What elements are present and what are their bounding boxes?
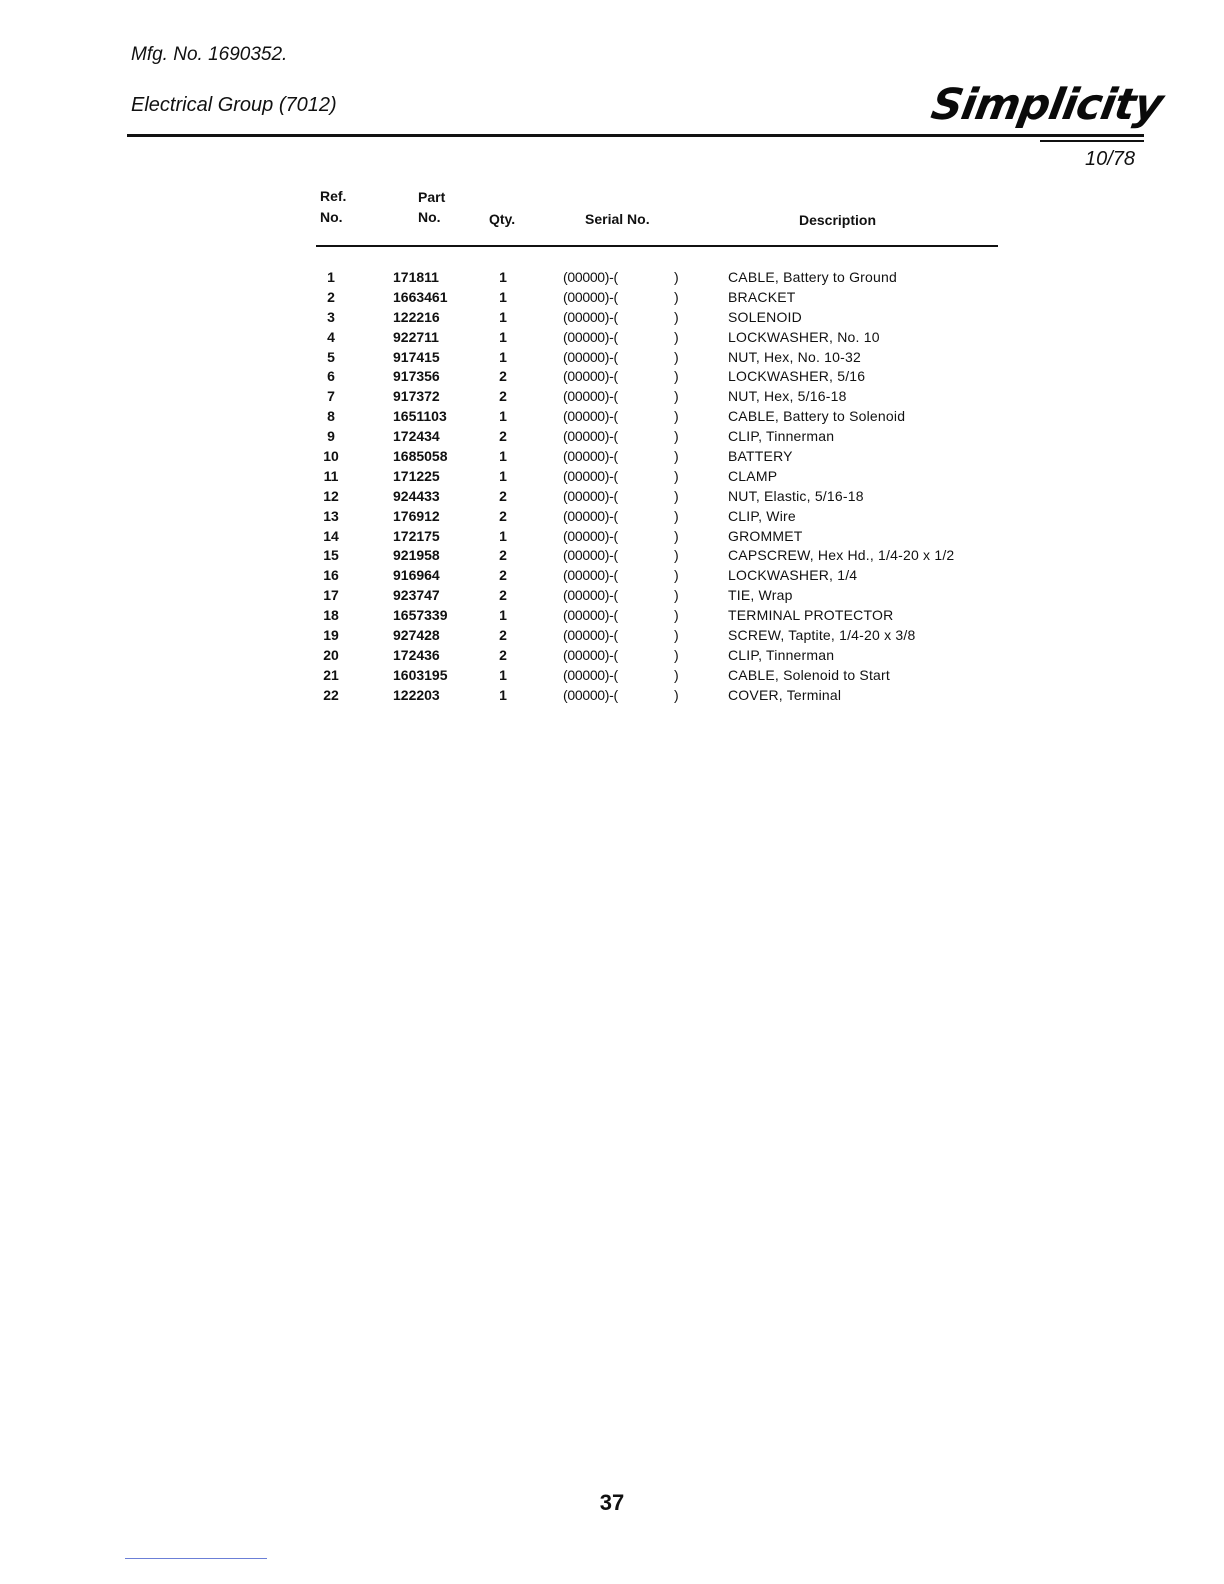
serial-number: (00000)-( xyxy=(563,368,618,385)
part-number: 1657339 xyxy=(393,607,448,624)
description: SOLENOID xyxy=(728,308,802,325)
description: LOCKWASHER, No. 10 xyxy=(728,328,880,345)
ref-number: 16 xyxy=(323,567,339,584)
part-number: 1663461 xyxy=(393,288,448,305)
header-rule xyxy=(127,134,1144,137)
part-number: 917356 xyxy=(393,368,440,385)
part-number: 171811 xyxy=(393,269,439,285)
quantity: 2 xyxy=(499,567,507,584)
serial-close: ) xyxy=(674,686,679,703)
ref-number: 17 xyxy=(323,587,339,604)
part-number: 172434 xyxy=(393,428,440,445)
column-header-ref-1: Ref. xyxy=(320,188,347,204)
description: CABLE, Solenoid to Start xyxy=(728,666,890,683)
column-header-qty: Qty. xyxy=(489,211,516,227)
table-row xyxy=(0,307,1224,327)
ref-number: 7 xyxy=(327,388,335,405)
footer-line xyxy=(125,1558,267,1559)
serial-close: ) xyxy=(674,408,679,425)
serial-close: ) xyxy=(674,567,679,584)
serial-number: (00000)-( xyxy=(563,646,618,663)
part-number: 1685058 xyxy=(393,448,448,465)
serial-close: ) xyxy=(674,627,679,644)
page-number: 37 xyxy=(599,1490,625,1515)
quantity: 2 xyxy=(499,428,507,445)
column-header-description: Description xyxy=(799,212,877,228)
serial-number: (00000)-( xyxy=(563,269,618,285)
serial-close: ) xyxy=(674,646,679,663)
ref-number: 21 xyxy=(323,666,339,683)
table-row xyxy=(0,585,1224,605)
serial-number: (00000)-( xyxy=(563,627,618,644)
column-header-part-2: No. xyxy=(418,209,441,225)
table-row xyxy=(0,426,1224,446)
description: NUT, Elastic, 5/16-18 xyxy=(728,487,864,504)
quantity: 1 xyxy=(499,527,507,544)
serial-number: (00000)-( xyxy=(563,686,618,703)
description: CABLE, Battery to Ground xyxy=(728,269,897,285)
brand-logo: Simplicity xyxy=(927,80,1167,130)
part-number: 172175 xyxy=(393,527,440,544)
ref-number: 3 xyxy=(327,308,335,325)
ref-number: 20 xyxy=(323,646,339,663)
serial-close: ) xyxy=(674,547,679,564)
ref-number: 6 xyxy=(327,368,335,385)
description: CLAMP xyxy=(728,467,778,484)
ref-number: 22 xyxy=(323,686,339,703)
part-number: 924433 xyxy=(393,487,440,504)
table-row xyxy=(0,665,1224,685)
serial-close: ) xyxy=(674,288,679,305)
parts-table xyxy=(0,267,1224,705)
serial-close: ) xyxy=(674,388,679,405)
ref-number: 13 xyxy=(323,507,339,524)
quantity: 2 xyxy=(499,627,507,644)
quantity: 1 xyxy=(499,308,507,325)
quantity: 1 xyxy=(499,607,507,624)
quantity: 1 xyxy=(499,328,507,345)
table-row xyxy=(0,466,1224,486)
part-number: 917415 xyxy=(393,348,440,365)
table-row xyxy=(0,366,1224,386)
table-row xyxy=(0,605,1224,625)
description: COVER, Terminal xyxy=(728,686,842,703)
serial-close: ) xyxy=(674,587,679,604)
part-number: 1603195 xyxy=(393,666,448,683)
quantity: 2 xyxy=(499,388,507,405)
serial-close: ) xyxy=(674,507,679,524)
ref-number: 5 xyxy=(327,348,335,365)
revision-date: 10/78 xyxy=(1085,148,1136,170)
description: CLIP, Tinnerman xyxy=(728,646,835,663)
serial-number: (00000)-( xyxy=(563,428,618,445)
quantity: 1 xyxy=(499,666,507,683)
serial-number: (00000)-( xyxy=(563,547,618,564)
serial-close: ) xyxy=(674,448,679,465)
serial-close: ) xyxy=(674,527,679,544)
ref-number: 8 xyxy=(327,408,335,425)
column-header-serial: Serial No. xyxy=(585,211,650,227)
serial-close: ) xyxy=(674,348,679,365)
part-number: 176912 xyxy=(393,507,440,524)
description: NUT, Hex, 5/16-18 xyxy=(728,388,847,405)
table-row xyxy=(0,645,1224,665)
group-title: Electrical Group (7012) xyxy=(131,94,337,116)
serial-close: ) xyxy=(674,428,679,445)
table-row xyxy=(0,267,1224,287)
serial-number: (00000)-( xyxy=(563,288,618,305)
serial-number: (00000)-( xyxy=(563,308,618,325)
quantity: 1 xyxy=(499,448,507,465)
part-number: 921958 xyxy=(393,547,440,564)
description: SCREW, Taptite, 1/4-20 x 3/8 xyxy=(728,627,916,644)
ref-number: 14 xyxy=(323,527,339,544)
description: CLIP, Tinnerman xyxy=(728,428,835,445)
serial-number: (00000)-( xyxy=(563,666,618,683)
quantity: 2 xyxy=(499,507,507,524)
table-header-rule xyxy=(316,245,998,247)
part-number: 171225 xyxy=(393,467,440,484)
description: NUT, Hex, No. 10-32 xyxy=(728,348,861,365)
quantity: 2 xyxy=(499,487,507,504)
quantity: 1 xyxy=(499,348,507,365)
description: CABLE, Battery to Solenoid xyxy=(728,408,906,425)
serial-close: ) xyxy=(674,607,679,624)
ref-number: 15 xyxy=(323,547,339,564)
part-number: 1651103 xyxy=(393,408,447,425)
serial-number: (00000)-( xyxy=(563,487,618,504)
description: BRACKET xyxy=(728,288,796,305)
table-row xyxy=(0,625,1224,645)
serial-number: (00000)-( xyxy=(563,388,618,405)
quantity: 1 xyxy=(499,467,507,484)
description: GROMMET xyxy=(728,527,803,544)
serial-close: ) xyxy=(674,368,679,385)
quantity: 2 xyxy=(499,368,507,385)
description: TERMINAL PROTECTOR xyxy=(728,607,894,624)
part-number: 122203 xyxy=(393,686,440,703)
serial-number: (00000)-( xyxy=(563,607,618,624)
part-number: 923747 xyxy=(393,587,440,604)
ref-number: 19 xyxy=(323,627,339,644)
table-row xyxy=(0,506,1224,526)
ref-number: 11 xyxy=(323,467,339,484)
description: TIE, Wrap xyxy=(728,587,793,604)
quantity: 2 xyxy=(499,646,507,663)
ref-number: 2 xyxy=(327,288,335,305)
ref-number: 1 xyxy=(327,269,335,285)
serial-close: ) xyxy=(674,666,679,683)
serial-number: (00000)-( xyxy=(563,507,618,524)
serial-number: (00000)-( xyxy=(563,527,618,544)
quantity: 1 xyxy=(499,408,507,425)
quantity: 1 xyxy=(499,288,507,305)
part-number: 922711 xyxy=(393,328,439,345)
table-row xyxy=(0,565,1224,585)
table-row xyxy=(0,287,1224,307)
quantity: 1 xyxy=(499,686,507,703)
quantity: 2 xyxy=(499,587,507,604)
serial-number: (00000)-( xyxy=(563,348,618,365)
table-row xyxy=(0,406,1224,426)
description: LOCKWASHER, 5/16 xyxy=(728,368,866,385)
serial-number: (00000)-( xyxy=(563,467,618,484)
ref-number: 9 xyxy=(327,428,335,445)
table-row xyxy=(0,486,1224,506)
mfg-number: Mfg. No. 1690352. xyxy=(131,44,288,65)
serial-close: ) xyxy=(674,467,679,484)
part-number: 122216 xyxy=(393,308,440,325)
table-row xyxy=(0,386,1224,406)
serial-close: ) xyxy=(674,269,679,285)
part-number: 917372 xyxy=(393,388,440,405)
quantity: 2 xyxy=(499,547,507,564)
serial-number: (00000)-( xyxy=(563,587,618,604)
serial-close: ) xyxy=(674,328,679,345)
description: CAPSCREW, Hex Hd., 1/4-20 x 1/2 xyxy=(728,547,955,564)
part-number: 927428 xyxy=(393,627,440,644)
table-row xyxy=(0,545,1224,565)
serial-close: ) xyxy=(674,308,679,325)
description: BATTERY xyxy=(728,448,793,465)
column-header-part-1: Part xyxy=(418,189,446,205)
serial-number: (00000)-( xyxy=(563,408,618,425)
part-number: 916964 xyxy=(393,567,440,584)
table-row xyxy=(0,347,1224,367)
table-row xyxy=(0,327,1224,347)
ref-number: 4 xyxy=(327,328,335,345)
description: LOCKWASHER, 1/4 xyxy=(728,567,858,584)
part-number: 172436 xyxy=(393,646,440,663)
table-row xyxy=(0,526,1224,546)
quantity: 1 xyxy=(499,269,507,285)
table-row xyxy=(0,446,1224,466)
serial-number: (00000)-( xyxy=(563,328,618,345)
serial-close: ) xyxy=(674,487,679,504)
serial-number: (00000)-( xyxy=(563,448,618,465)
header-rule-short xyxy=(1040,140,1144,142)
serial-number: (00000)-( xyxy=(563,567,618,584)
description: CLIP, Wire xyxy=(728,507,796,524)
ref-number: 12 xyxy=(323,487,339,504)
column-header-ref-2: No. xyxy=(320,209,343,225)
table-row xyxy=(0,685,1224,705)
ref-number: 10 xyxy=(323,448,339,465)
ref-number: 18 xyxy=(323,607,339,624)
